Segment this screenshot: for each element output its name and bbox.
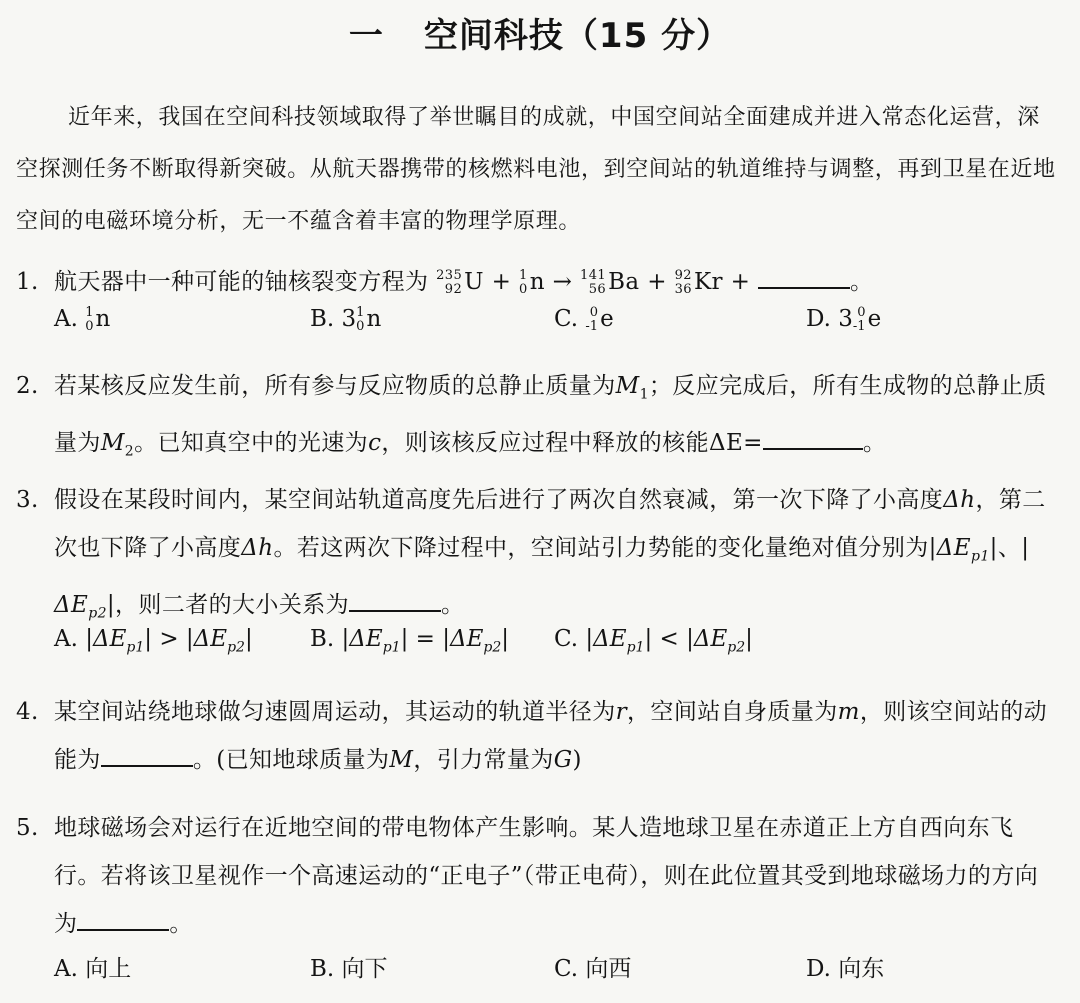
answer-blank[interactable]	[763, 426, 863, 450]
answer-blank[interactable]	[758, 265, 850, 289]
question-number: 5.	[16, 815, 39, 841]
option-b[interactable]: B. 3 1 0 n	[310, 305, 382, 334]
question-5	[16, 804, 1060, 948]
question-1	[16, 258, 1060, 306]
question-3-options	[54, 626, 1054, 666]
answer-blank[interactable]	[349, 588, 441, 612]
question-number: 3.	[16, 487, 39, 513]
option-d[interactable]: D. 3 0 -1 e	[806, 305, 882, 334]
question-number: 2.	[16, 373, 39, 399]
section-number: 一	[348, 16, 384, 56]
option-b[interactable]: B. 向下	[310, 956, 388, 982]
answer-blank[interactable]	[77, 907, 169, 931]
answer-blank[interactable]	[101, 743, 193, 767]
question-2	[16, 362, 1060, 475]
option-c[interactable]: C. 0 -1 e	[554, 305, 614, 334]
question-body: 地球磁场会对运行在近地空间的带电物体产生影响。某人造地球卫星在赤道正上方自西向东飞行。若将该卫星视作一个高速运动的“正电子”（带正电荷），则在此位置其受到地球磁场力的方向为 。	[54, 815, 1039, 937]
intro-paragraph: 近年来，我国在空间科技领域取得了举世瞩目的成就，中国空间站全面建成并进入常态化运营，深空探测任务不断取得新突破。从航天器携带的核燃料电池，到空间站的轨道维持与调整，再到卫星在近地空间的电磁环境分析，无一不蕴含着丰富的物理学原理。	[16, 105, 1056, 234]
option-a[interactable]: A. $|\Delta E_{p1}| > |\Delta E_{p2}|$	[54, 626, 253, 656]
option-d[interactable]: D. 向东	[806, 956, 885, 982]
uranium-nuclide: 235 92 U	[436, 268, 484, 297]
option-a[interactable]: A. 1 0 n	[54, 305, 111, 334]
question-number: 1.	[16, 269, 39, 295]
question-1-options	[54, 306, 1054, 346]
neutron-nuclide: 1 0 n	[519, 268, 545, 297]
question-5-options	[54, 950, 1054, 990]
reaction-arrow: →	[552, 269, 573, 295]
question-body: 某空间站绕地球做匀速圆周运动，其运动的轨道半径为r，空间站自身质量为m，则该空间站的动能为 。(已知地球质量为M，引力常量为G)	[54, 699, 1048, 773]
option-a[interactable]: A. 向上	[54, 956, 132, 982]
option-c[interactable]: C. 向西	[554, 956, 632, 982]
question-4	[16, 688, 1060, 784]
question-number: 4.	[16, 699, 39, 725]
krypton-nuclide: 92 36 Kr	[674, 268, 723, 297]
barium-nuclide: 141 56 Ba	[580, 268, 640, 297]
question-body: 航天器中一种可能的铀核裂变方程为 235 92 U + 1 0 n → 141 56 Ba + 92 36 Kr + 。	[54, 258, 1060, 306]
question-3	[16, 476, 1060, 637]
section-title	[0, 8, 1080, 57]
option-c[interactable]: C. $|\Delta E_{p1}| < |\Delta E_{p2}|$	[554, 626, 753, 656]
section-title-text: 空间科技（15 分）	[423, 16, 732, 56]
question-text: 航天器中一种可能的铀核裂变方程为	[54, 269, 429, 295]
question-body: 假设在某段时间内，某空间站轨道高度先后进行了两次自然衰减，第一次下降了小高度Δh，第二次也下降了小高度Δh。若这两次下降过程中，空间站引力势能的变化量绝对值分别为$|\Delta E_{p1}|$、$|\Delta E_{p2}|$，则二者的大小关系为 。	[54, 487, 1046, 622]
option-b[interactable]: B. $|\Delta E_{p1}| = |\Delta E_{p2}|$	[310, 626, 509, 656]
question-body: 若某核反应发生前，所有参与反应物质的总静止质量为$M_1$；反应完成后，所有生成物的总静止质量为$M_2$。已知真空中的光速为c，则该核反应过程中释放的核能ΔE= 。	[54, 373, 1047, 460]
